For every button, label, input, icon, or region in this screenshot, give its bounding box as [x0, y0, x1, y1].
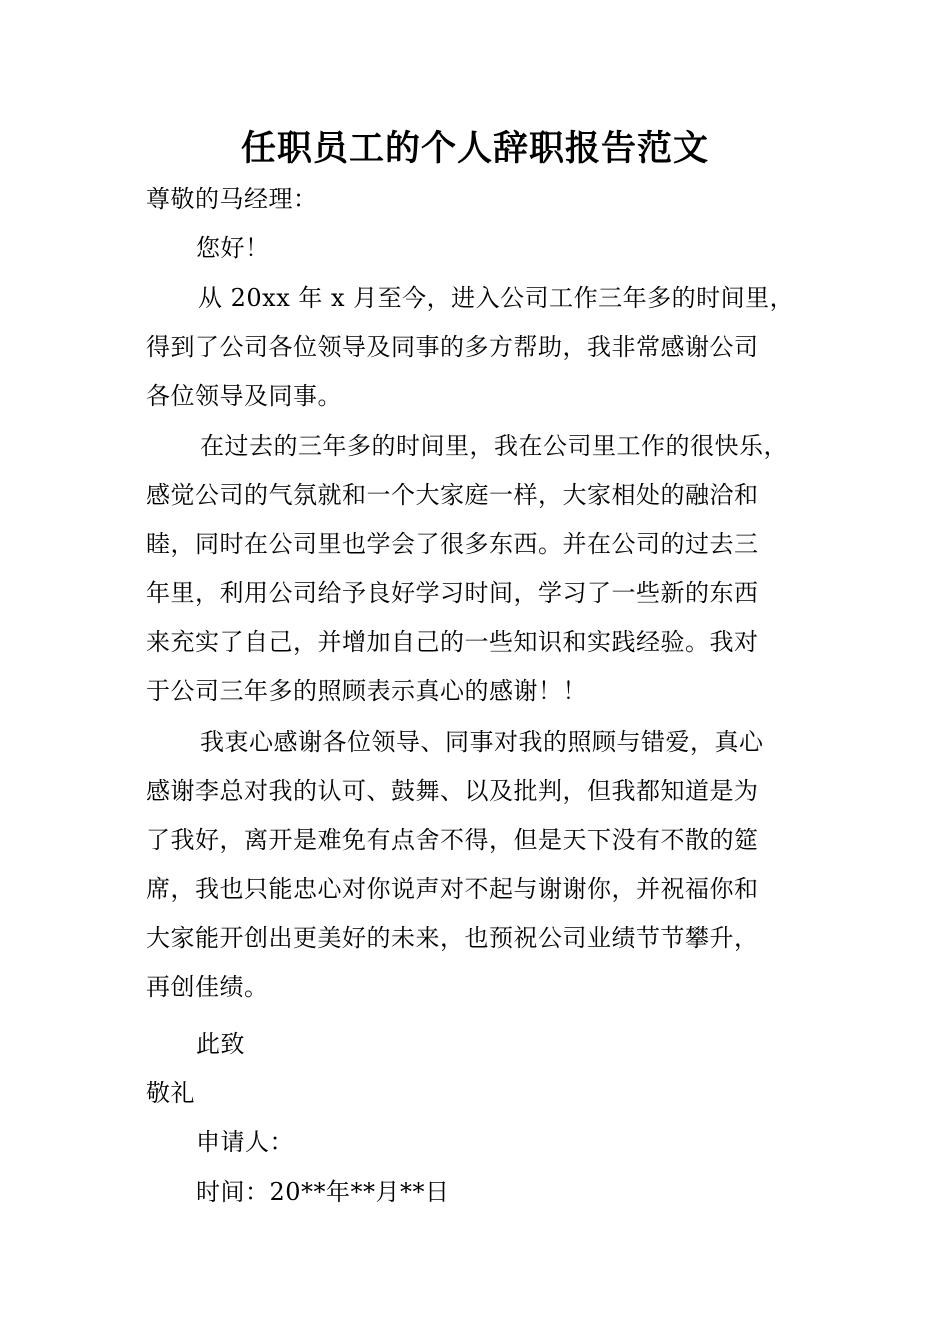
- date-text: 时间：20**年**月**日: [196, 1178, 450, 1206]
- paragraph-line: 得到了公司各位领导及同事的多方帮助，我非常感谢公司: [146, 333, 759, 361]
- paragraph-line: 在过去的三年多的时间里，我在公司里工作的很快乐，: [200, 432, 788, 460]
- applicant: [196, 1118, 886, 1167]
- paragraph-line: 大家能开创出更美好的未来，也预祝公司业绩节节攀升，: [146, 924, 759, 952]
- paragraph-3: [146, 718, 836, 1012]
- paragraph-line: 再创佳绩。: [146, 973, 269, 1001]
- paragraph-line: 了我好，离开是难免有点舍不得，但是天下没有不散的筵: [146, 826, 759, 854]
- paragraph-line: 各位领导及同事。: [146, 382, 342, 410]
- document-title: 任职员工的个人辞职报告范文: [240, 128, 709, 169]
- paragraph-1: [146, 274, 836, 421]
- paragraph-line: 从 20xx 年 x 月至今，进入公司工作三年多的时间里，: [198, 284, 795, 312]
- greeting: [196, 224, 886, 273]
- paragraph-line: 来充实了自己，并增加自己的一些知识和实践经验。我对: [146, 628, 759, 656]
- paragraph-line: 感谢李总对我的认可、鼓舞、以及批判，但我都知道是为: [146, 777, 759, 805]
- closing-2-text: 敬礼: [146, 1079, 195, 1107]
- greeting-text: 您好！: [196, 234, 270, 262]
- paragraph-line: 睦，同时在公司里也学会了很多东西。并在公司的过去三: [146, 530, 759, 558]
- salutation-text: 尊敬的马经理：: [146, 185, 318, 213]
- paragraph-line: 感觉公司的气氛就和一个大家庭一样，大家相处的融洽和: [146, 481, 759, 509]
- closing-2: [146, 1069, 836, 1118]
- paragraph-line: 席，我也只能忠心对你说声对不起与谢谢你，并祝福你和: [146, 875, 759, 903]
- paragraph-line: 于公司三年多的照顾表示真心的感谢！！: [146, 677, 587, 705]
- paragraph-2: [146, 422, 836, 716]
- salutation: [146, 175, 836, 224]
- paragraph-line: 年里，利用公司给予良好学习时间，学习了一些新的东西: [146, 579, 759, 607]
- closing-1: [196, 1020, 886, 1069]
- date: [196, 1168, 886, 1217]
- paragraph-line: 我衷心感谢各位领导、同事对我的照顾与错爱，真心: [200, 728, 764, 756]
- closing-1-text: 此致: [196, 1030, 245, 1058]
- applicant-text: 申请人：: [196, 1128, 294, 1156]
